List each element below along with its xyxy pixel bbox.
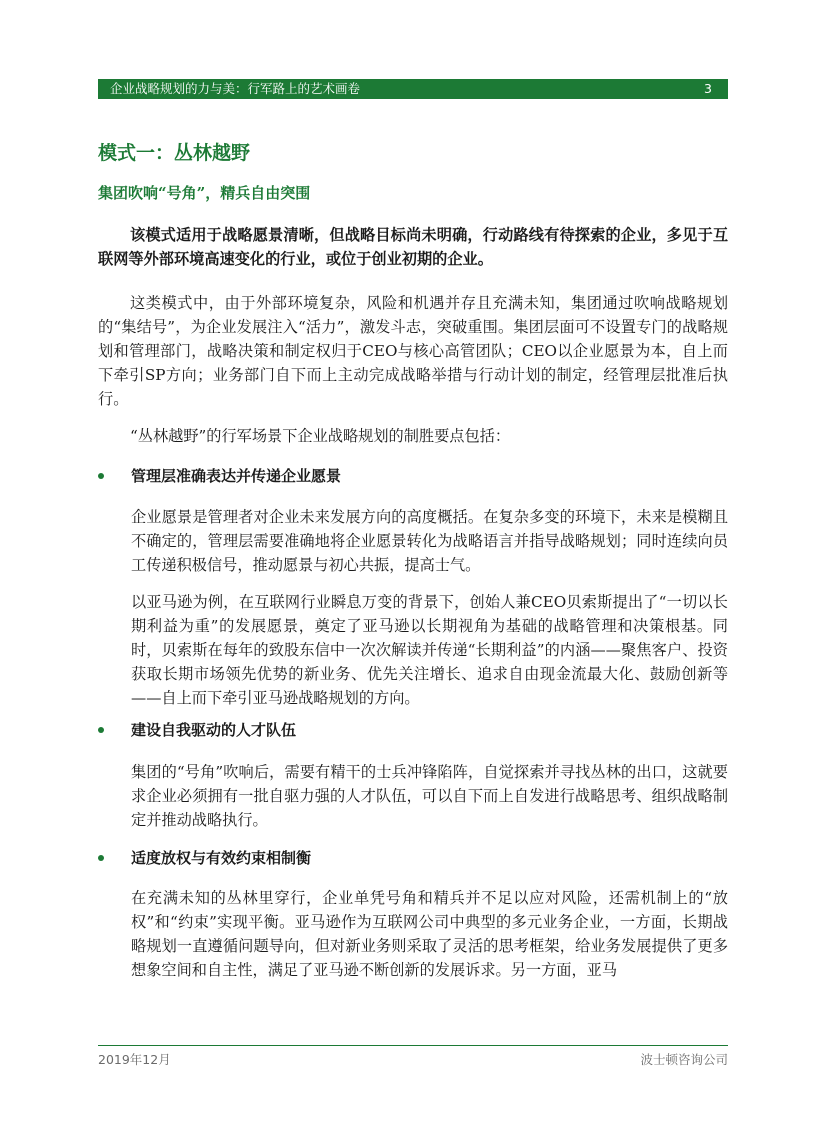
bullet-title: 管理层准确表达并传递企业愿景 <box>131 467 342 485</box>
page-number: 3 <box>704 81 712 96</box>
body-paragraph: “丛林越野”的行军场景下企业战略规划的制胜要点包括： <box>130 427 511 445</box>
bullet-title: 建设自我驱动的人才队伍 <box>131 721 297 739</box>
sub-title: 集团吹响“号角”，精兵自由突围 <box>98 184 311 202</box>
bullet-dot-icon <box>98 473 104 479</box>
header-title: 企业战略规划的力与美：行军路上的艺术画卷 <box>110 81 361 96</box>
bullet-paragraph: 以亚马逊为例，在互联网行业瞬息万变的背景下，创始人兼CEO贝索斯提出了“一切以长期利益为重”的发展愿景，奠定了亚马逊以长期视角为基础的战略管理和决策根基。同时，贝索斯在每年的致股东信中一次次解读并传递“长期利益”的内涵——聚焦客户、投资获取长期市场领先优势的新业务、优先关注增长、追求自由现金流最大化、鼓励创新等——自上而下牵引亚马逊战略规划的方向。 <box>131 593 728 707</box>
bullet-dot-icon <box>98 855 104 861</box>
footer-company: 波士顿咨询公司 <box>640 1052 728 1067</box>
bullet-dot-icon <box>98 727 104 733</box>
bullet-paragraph: 在充满未知的丛林里穿行，企业单凭号角和精兵并不足以应对风险，还需机制上的“放权”和“约束”实现平衡。亚马逊作为互联网公司中典型的多元业务企业，一方面，长期战略规划一直遵循问题导向，但对新业务则采取了灵活的思考框架，给业务发展提供了更多想象空间和自主性，满足了亚马逊不断创新的发展诉求。另一方面，亚马 <box>131 889 728 979</box>
footer-date: 2019年12月 <box>98 1052 171 1067</box>
body-paragraph: 这类模式中，由于外部环境复杂，风险和机遇并存且充满未知，集团通过吹响战略规划的“集结号”，为企业发展注入“活力”，激发斗志，突破重围。集团层面可不设置专门的战略规划和管理部门，战略决策和制定权归于CEO与核心高管团队；CEO以企业愿景为本，自上而下牵引SP方向；业务部门自下而上主动完成战略举措与行动计划的制定，经管理层批准后执行。 <box>98 294 728 408</box>
intro-paragraph: 该模式适用于战略愿景清晰，但战略目标尚未明确，行动路线有待探索的企业，多见于互联网等外部环境高速变化的行业，或位于创业初期的企业。 <box>98 226 728 268</box>
bullet-title: 适度放权与有效约束相制衡 <box>131 849 312 867</box>
bullet-paragraph: 集团的“号角”吹响后，需要有精干的士兵冲锋陷阵，自觉探索并寻找丛林的出口，这就要求企业必须拥有一批自驱力强的人才队伍，可以自下而上自发进行战略思考、组织战略制定并推动战略执行。 <box>131 763 728 829</box>
running-header <box>98 79 728 99</box>
section-title: 模式一：丛林越野 <box>98 142 251 164</box>
bullet-paragraph: 企业愿景是管理者对企业未来发展方向的高度概括。在复杂多变的环境下，未来是模糊且不确定的，管理层需要准确地将企业愿景转化为战略语言并指导战略规划；同时连续向员工传递积极信号，推动愿景与初心共振，提高士气。 <box>131 508 728 574</box>
footer-divider <box>98 1045 728 1046</box>
